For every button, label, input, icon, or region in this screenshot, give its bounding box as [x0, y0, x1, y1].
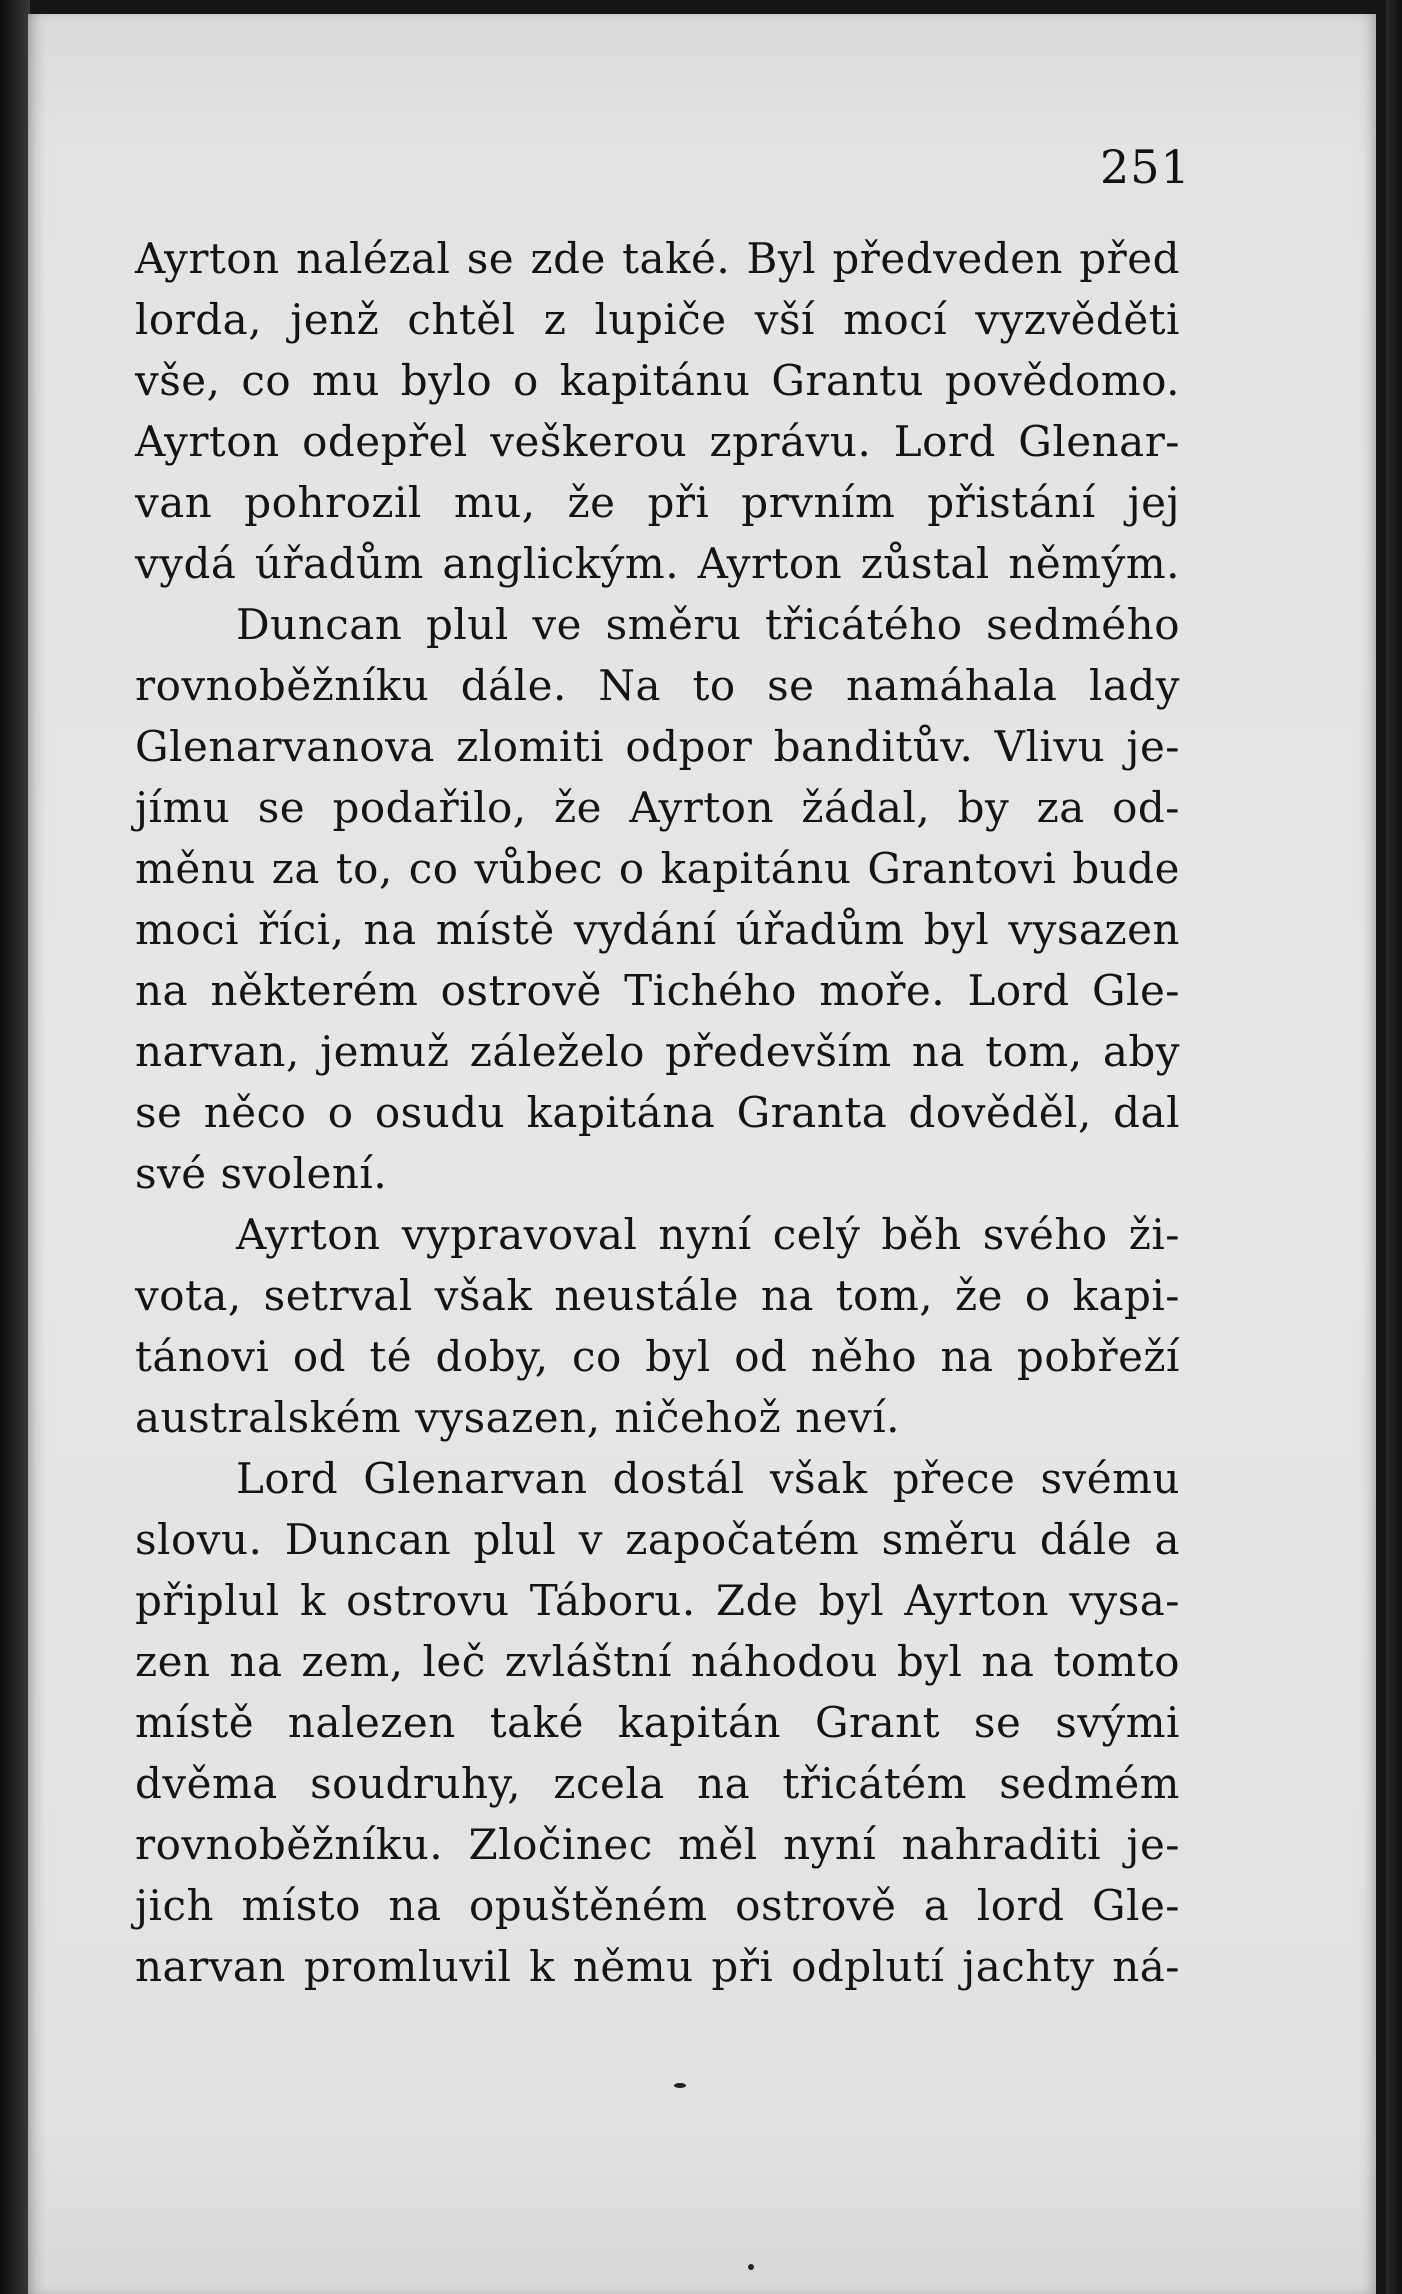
print-speck: [674, 2083, 686, 2088]
text-line: vše, co mu bylo o kapitánu Grantu povědomo.: [135, 356, 1180, 405]
text-line: své svolení.: [135, 1149, 388, 1198]
text-line: měnu za to, co vůbec o kapitánu Grantovi bude: [135, 844, 1180, 893]
text-line: na některém ostrově Tichého moře. Lord Gle-: [135, 966, 1180, 1015]
text-line: australském vysazen, ničehož neví.: [135, 1393, 900, 1442]
right-scan-border: [1386, 0, 1402, 2294]
text-line: lorda, jenž chtěl z lupiče vší mocí vyzvěděti: [135, 295, 1180, 344]
text-line: narvan promluvil k němu při odplutí jachty ná-: [135, 1942, 1180, 1991]
text-line: rovnoběžníku dále. Na to se namáhala lady: [135, 661, 1180, 710]
text-line: připlul k ostrovu Táboru. Zde byl Ayrton vysa-: [135, 1576, 1180, 1625]
text-line: Glenarvanova zlomiti odpor banditův. Vlivu je-: [135, 722, 1180, 771]
text-line: jich místo na opuštěném ostrově a lord Gle-: [135, 1881, 1180, 1930]
page-number: 251: [1100, 140, 1191, 194]
text-line: dvěma soudruhy, zcela na třicátém sedmém: [135, 1759, 1180, 1808]
text-line: van pohrozil mu, že při prvním přistání jej: [135, 478, 1180, 527]
text-line: vydá úřadům anglickým. Ayrton zůstal němým.: [135, 539, 1180, 588]
print-speck: [748, 2264, 754, 2270]
text-line: Lord Glenarvan dostál však přece svému: [236, 1454, 1180, 1503]
text-line: rovnoběžníku. Zločinec měl nyní nahraditi je-: [135, 1820, 1180, 1869]
text-line: se něco o osudu kapitána Granta dověděl, dal: [135, 1088, 1180, 1137]
text-line: jímu se podařilo, že Ayrton žádal, by za od-: [135, 783, 1180, 832]
text-line: narvan, jemuž záleželo především na tom, aby: [135, 1027, 1180, 1076]
left-scan-border: [0, 0, 30, 2294]
text-line: Ayrton nalézal se zde také. Byl předveden před: [135, 234, 1180, 283]
body-text: [135, 228, 1180, 1997]
text-line: zen na zem, leč zvláštní náhodou byl na tomto: [135, 1637, 1180, 1686]
text-line: vota, setrval však neustále na tom, že o kapi-: [135, 1271, 1180, 1320]
text-line: místě nalezen také kapitán Grant se svými: [135, 1698, 1180, 1747]
text-line: Ayrton vypravoval nyní celý běh svého ži-: [236, 1210, 1180, 1259]
text-line: slovu. Duncan plul v započatém směru dále a: [135, 1515, 1180, 1564]
text-line: tánovi od té doby, co byl od něho na pobřeží: [135, 1332, 1180, 1381]
text-line: moci říci, na místě vydání úřadům byl vysazen: [135, 905, 1180, 954]
text-line: Ayrton odepřel veškerou zprávu. Lord Glenar-: [135, 417, 1180, 466]
text-line: Duncan plul ve směru třicátého sedmého: [236, 600, 1180, 649]
